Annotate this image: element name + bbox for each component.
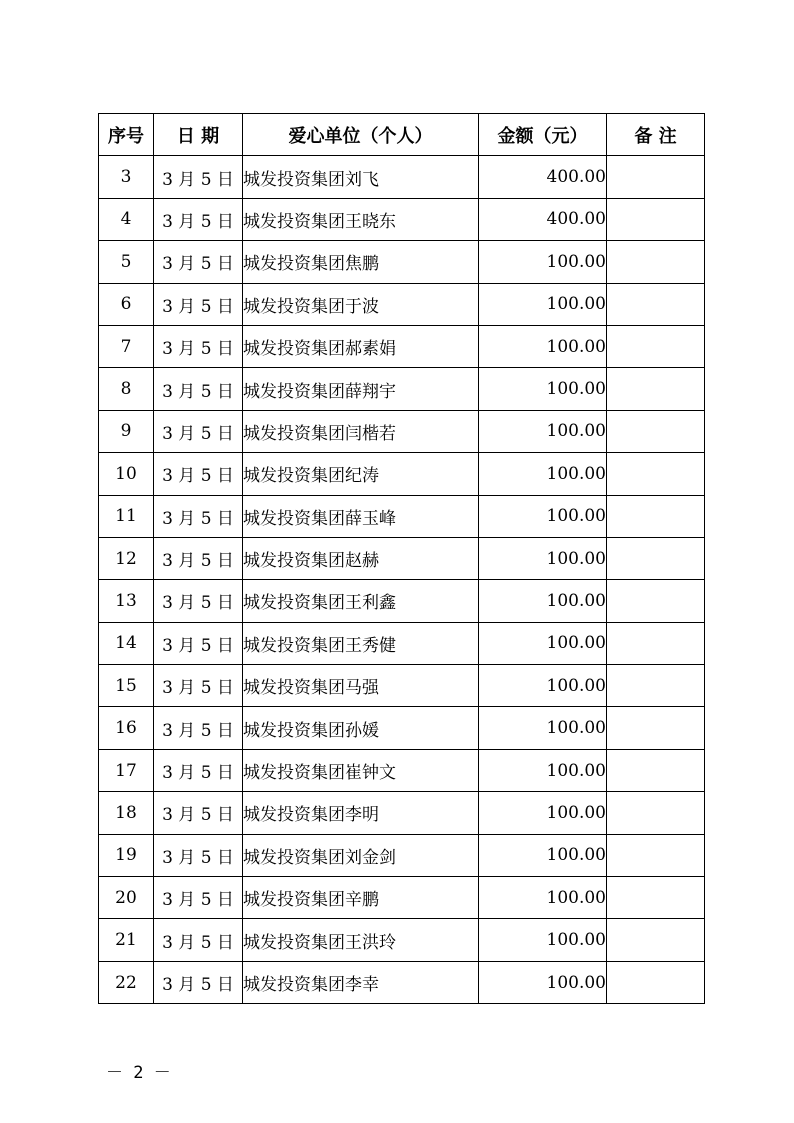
row-donor: 城发投资集团郝素娟 bbox=[243, 325, 479, 367]
row-remarks bbox=[607, 834, 705, 876]
row-donor: 城发投资集团崔钟文 bbox=[243, 749, 479, 791]
table-row bbox=[99, 410, 705, 452]
row-date: 3 月 5 日 bbox=[154, 198, 243, 240]
row-serial: 15 bbox=[99, 665, 154, 707]
row-date: 3 月 5 日 bbox=[154, 453, 243, 495]
table-row bbox=[99, 580, 705, 622]
row-donor: 城发投资集团辛鹏 bbox=[243, 877, 479, 919]
row-serial: 3 bbox=[99, 156, 154, 198]
row-remarks bbox=[607, 156, 705, 198]
row-serial: 14 bbox=[99, 622, 154, 664]
header-date: 日 期 bbox=[154, 114, 243, 156]
row-remarks bbox=[607, 961, 705, 1003]
row-amount: 100.00 bbox=[479, 919, 607, 961]
row-donor: 城发投资集团王洪玲 bbox=[243, 919, 479, 961]
row-amount: 100.00 bbox=[479, 707, 607, 749]
row-remarks bbox=[607, 537, 705, 579]
row-donor: 城发投资集团王利鑫 bbox=[243, 580, 479, 622]
row-donor: 城发投资集团王秀健 bbox=[243, 622, 479, 664]
row-remarks bbox=[607, 453, 705, 495]
row-serial: 9 bbox=[99, 410, 154, 452]
table-row bbox=[99, 834, 705, 876]
header-amount: 金额（元） bbox=[479, 114, 607, 156]
row-remarks bbox=[607, 198, 705, 240]
row-amount: 400.00 bbox=[479, 156, 607, 198]
row-date: 3 月 5 日 bbox=[154, 537, 243, 579]
row-serial: 13 bbox=[99, 580, 154, 622]
table-row bbox=[99, 665, 705, 707]
row-remarks bbox=[607, 325, 705, 367]
row-remarks bbox=[607, 707, 705, 749]
row-date: 3 月 5 日 bbox=[154, 707, 243, 749]
row-serial: 21 bbox=[99, 919, 154, 961]
table-row bbox=[99, 241, 705, 283]
row-amount: 100.00 bbox=[479, 453, 607, 495]
row-serial: 12 bbox=[99, 537, 154, 579]
table-row bbox=[99, 368, 705, 410]
row-amount: 100.00 bbox=[479, 622, 607, 664]
row-amount: 100.00 bbox=[479, 792, 607, 834]
row-date: 3 月 5 日 bbox=[154, 580, 243, 622]
row-serial: 22 bbox=[99, 961, 154, 1003]
row-remarks bbox=[607, 368, 705, 410]
donation-table bbox=[98, 113, 705, 1004]
row-date: 3 月 5 日 bbox=[154, 665, 243, 707]
page-number: － 2 － bbox=[106, 1063, 171, 1083]
row-serial: 18 bbox=[99, 792, 154, 834]
table-row bbox=[99, 792, 705, 834]
row-serial: 7 bbox=[99, 325, 154, 367]
row-donor: 城发投资集团闫楷若 bbox=[243, 410, 479, 452]
table-header-row bbox=[99, 114, 705, 156]
table-row bbox=[99, 707, 705, 749]
table-row bbox=[99, 537, 705, 579]
row-date: 3 月 5 日 bbox=[154, 368, 243, 410]
table-row bbox=[99, 961, 705, 1003]
header-donor: 爱心单位（个人） bbox=[243, 114, 479, 156]
row-remarks bbox=[607, 749, 705, 791]
table-row bbox=[99, 877, 705, 919]
table-row bbox=[99, 283, 705, 325]
row-amount: 100.00 bbox=[479, 877, 607, 919]
row-donor: 城发投资集团孙媛 bbox=[243, 707, 479, 749]
table-row bbox=[99, 198, 705, 240]
row-donor: 城发投资集团薛玉峰 bbox=[243, 495, 479, 537]
row-remarks bbox=[607, 877, 705, 919]
row-remarks bbox=[607, 495, 705, 537]
table-row bbox=[99, 156, 705, 198]
row-date: 3 月 5 日 bbox=[154, 410, 243, 452]
row-date: 3 月 5 日 bbox=[154, 792, 243, 834]
row-remarks bbox=[607, 919, 705, 961]
row-serial: 4 bbox=[99, 198, 154, 240]
row-date: 3 月 5 日 bbox=[154, 961, 243, 1003]
row-serial: 19 bbox=[99, 834, 154, 876]
row-serial: 16 bbox=[99, 707, 154, 749]
row-amount: 100.00 bbox=[479, 325, 607, 367]
row-amount: 100.00 bbox=[479, 410, 607, 452]
row-amount: 100.00 bbox=[479, 368, 607, 410]
row-donor: 城发投资集团刘飞 bbox=[243, 156, 479, 198]
row-date: 3 月 5 日 bbox=[154, 241, 243, 283]
header-remarks: 备 注 bbox=[607, 114, 705, 156]
table-row bbox=[99, 325, 705, 367]
row-remarks bbox=[607, 283, 705, 325]
table-row bbox=[99, 919, 705, 961]
header-serial: 序号 bbox=[99, 114, 154, 156]
row-remarks bbox=[607, 410, 705, 452]
row-remarks bbox=[607, 665, 705, 707]
row-amount: 100.00 bbox=[479, 834, 607, 876]
row-serial: 6 bbox=[99, 283, 154, 325]
row-amount: 100.00 bbox=[479, 241, 607, 283]
table-row bbox=[99, 495, 705, 537]
row-donor: 城发投资集团李明 bbox=[243, 792, 479, 834]
row-date: 3 月 5 日 bbox=[154, 325, 243, 367]
row-amount: 400.00 bbox=[479, 198, 607, 240]
table-row bbox=[99, 749, 705, 791]
row-donor: 城发投资集团于波 bbox=[243, 283, 479, 325]
row-date: 3 月 5 日 bbox=[154, 622, 243, 664]
row-serial: 5 bbox=[99, 241, 154, 283]
row-donor: 城发投资集团纪涛 bbox=[243, 453, 479, 495]
row-serial: 17 bbox=[99, 749, 154, 791]
row-serial: 10 bbox=[99, 453, 154, 495]
row-amount: 100.00 bbox=[479, 665, 607, 707]
row-donor: 城发投资集团刘金剑 bbox=[243, 834, 479, 876]
row-donor: 城发投资集团赵赫 bbox=[243, 537, 479, 579]
row-amount: 100.00 bbox=[479, 961, 607, 1003]
table-row bbox=[99, 453, 705, 495]
row-date: 3 月 5 日 bbox=[154, 156, 243, 198]
row-date: 3 月 5 日 bbox=[154, 877, 243, 919]
row-donor: 城发投资集团焦鹏 bbox=[243, 241, 479, 283]
row-date: 3 月 5 日 bbox=[154, 495, 243, 537]
row-remarks bbox=[607, 792, 705, 834]
row-amount: 100.00 bbox=[479, 537, 607, 579]
row-remarks bbox=[607, 622, 705, 664]
row-date: 3 月 5 日 bbox=[154, 749, 243, 791]
row-serial: 11 bbox=[99, 495, 154, 537]
row-amount: 100.00 bbox=[479, 283, 607, 325]
row-donor: 城发投资集团薛翔宇 bbox=[243, 368, 479, 410]
row-date: 3 月 5 日 bbox=[154, 283, 243, 325]
row-remarks bbox=[607, 580, 705, 622]
row-donor: 城发投资集团王晓东 bbox=[243, 198, 479, 240]
row-serial: 20 bbox=[99, 877, 154, 919]
row-amount: 100.00 bbox=[479, 580, 607, 622]
row-remarks bbox=[607, 241, 705, 283]
row-amount: 100.00 bbox=[479, 749, 607, 791]
row-date: 3 月 5 日 bbox=[154, 919, 243, 961]
row-amount: 100.00 bbox=[479, 495, 607, 537]
row-donor: 城发投资集团马强 bbox=[243, 665, 479, 707]
table-row bbox=[99, 622, 705, 664]
row-serial: 8 bbox=[99, 368, 154, 410]
row-date: 3 月 5 日 bbox=[154, 834, 243, 876]
table-body bbox=[99, 156, 705, 1004]
row-donor: 城发投资集团李幸 bbox=[243, 961, 479, 1003]
